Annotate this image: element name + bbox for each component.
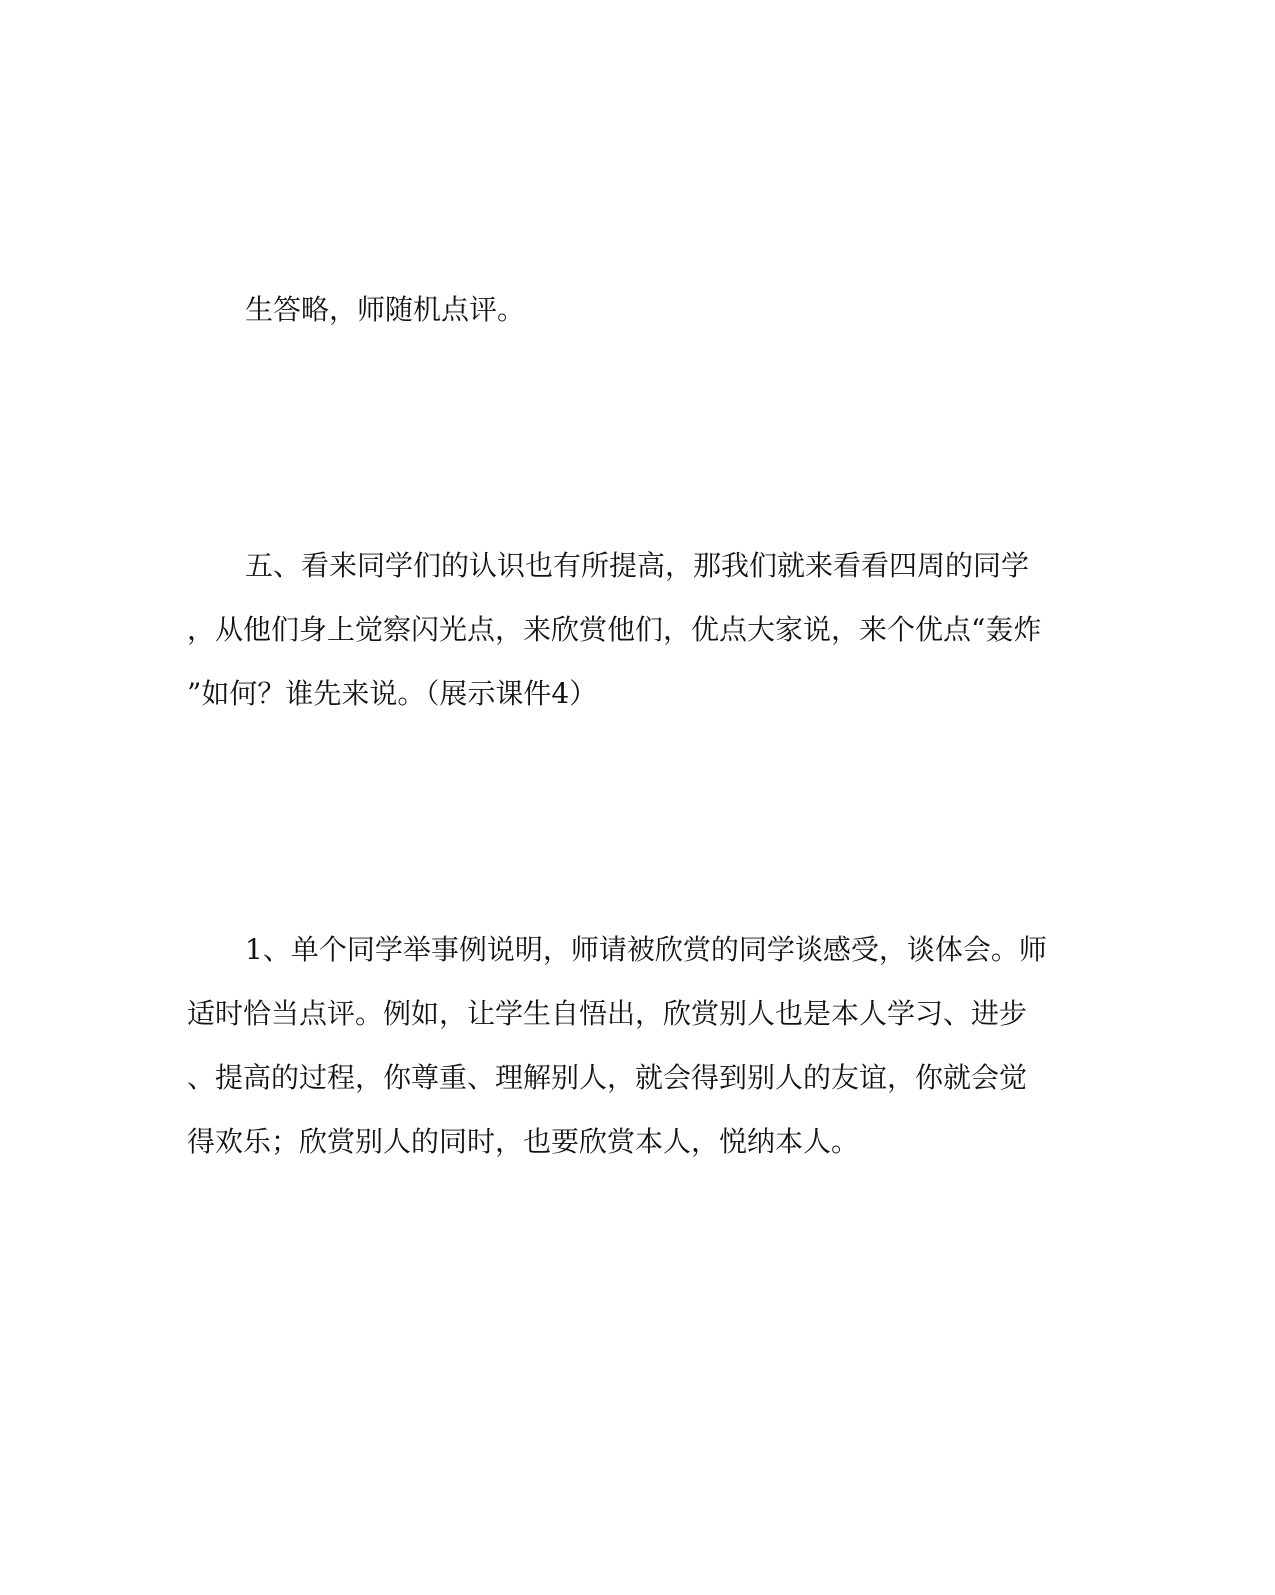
paragraph-line: 、提高的过程，你尊重、理解别人，就会得到别人的友谊，你就会觉	[187, 1061, 1028, 1094]
paragraph-line: 适时恰当点评。例如，让学生自悟出，欣赏别人也是本人学习、进步	[187, 997, 1028, 1030]
paragraph-line: 五、看来同学们的认识也有所提高，那我们就来看看四周的同学	[245, 549, 1030, 582]
paragraph-line: 1、单个同学举事例说明，师请被欣赏的同学谈感受，谈体会。师	[245, 933, 1047, 966]
paragraph-line: 得欢乐；欣赏别人的同时，也要欣赏本人，悦纳本人。	[187, 1125, 860, 1158]
paragraph-line: ”如何？谁先来说。（展示课件4）	[187, 677, 598, 710]
paragraph-line: 生答略，师随机点评。	[245, 293, 526, 326]
paragraph-line: ，从他们身上觉察闪光点，来欣赏他们，优点大家说，来个优点“轰炸	[187, 613, 1042, 646]
